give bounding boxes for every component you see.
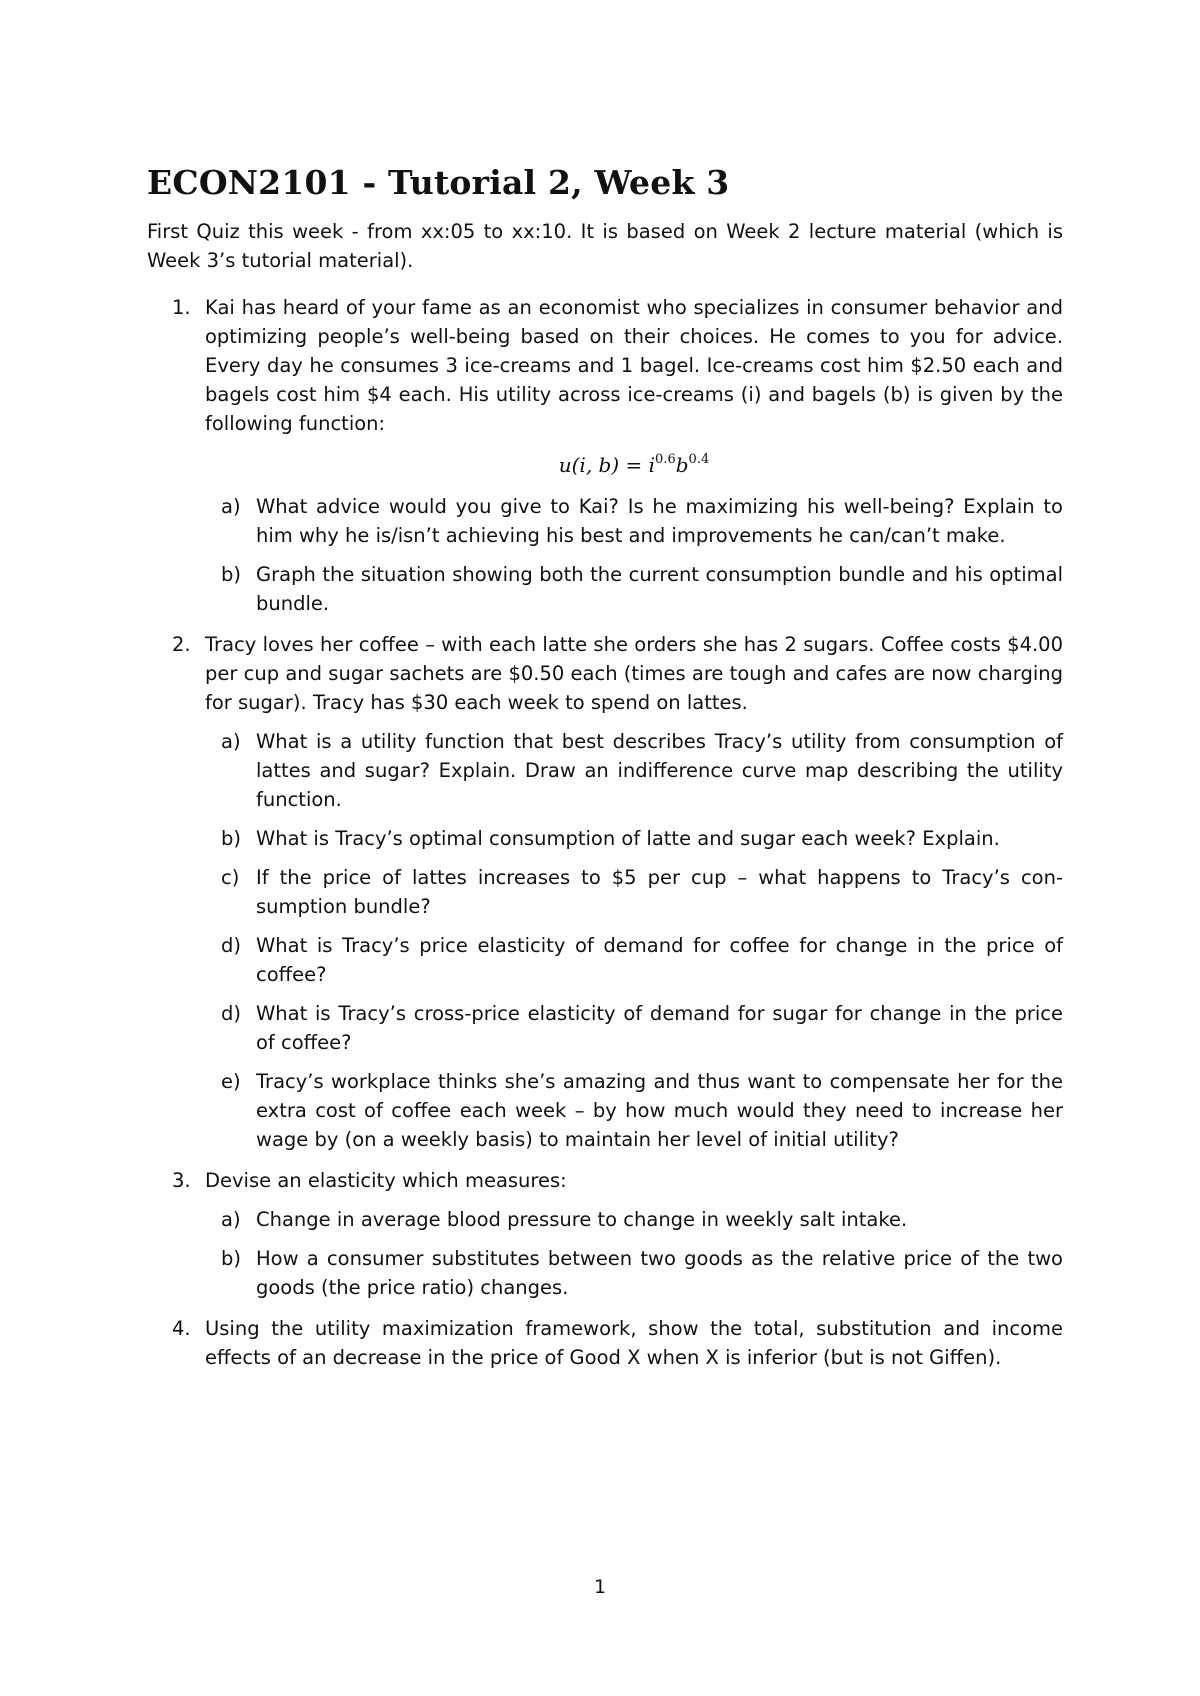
question-text: Using the utility maximization framework, show the total, substitution and income effects of an decrease in the price of Good X when X is inferior (but is not Giffen). xyxy=(205,1317,1063,1370)
question-text: Tracy loves her coffee – with each latte she orders she has 2 sugars. Coffee costs $4.00 per cup and sugar sachets are $0.50 each (times are tough and cafes are now charging for sugar). Tracy has $30 each week to spend on lattes. xyxy=(205,633,1063,715)
subpart-label: e) xyxy=(221,1070,241,1094)
subpart-list xyxy=(205,492,1063,618)
subpart-list xyxy=(205,727,1063,1154)
intro-paragraph: First Quiz this week - from xx:05 to xx:10. It is based on Week 2 lecture material (which is Week 3’s tutorial material). xyxy=(147,220,1063,273)
subpart-list xyxy=(205,1205,1063,1302)
subpart-text: What is Tracy’s cross-price elasticity of demand for sugar for change in the price of coffee? xyxy=(256,1002,1063,1055)
subpart-label: b) xyxy=(221,563,241,587)
question-number: 4. xyxy=(172,1317,191,1341)
subpart-label: a) xyxy=(221,495,241,519)
subpart-item xyxy=(205,492,1063,550)
formula-exponent-i: 0.6 xyxy=(655,452,676,468)
subpart-text: What is Tracy’s optimal consumption of latte and sugar each week? Explain. xyxy=(256,827,1000,851)
subpart-text: What is Tracy’s price elasticity of demand for coffee for change in the price of coffee? xyxy=(256,934,1063,987)
subpart-label: d) xyxy=(221,934,241,958)
question-1 xyxy=(147,293,1063,618)
subpart-label: a) xyxy=(221,730,241,754)
subpart-item xyxy=(205,863,1063,921)
question-text: Kai has heard of your fame as an economist who specializes in consumer behavior and optimizing people’s well-being based on their choices. He comes to you for advice. Every day he consumes 3 ice-creams and 1 bagel. Ice-creams cost him $2.50 each and bagels cost him $4 each. His utility across ice-creams (i) and bagels (b) is given by the following function: xyxy=(205,296,1063,436)
formula-base-i: i xyxy=(648,453,656,478)
question-2 xyxy=(147,630,1063,1154)
question-4 xyxy=(147,1314,1063,1372)
subpart-text: Graph the situation showing both the current consumption bundle and his optimal bundle. xyxy=(256,563,1063,616)
question-text: Devise an elasticity which measures: xyxy=(205,1169,567,1193)
question-number: 1. xyxy=(172,296,191,320)
formula-base-b: b xyxy=(675,453,689,478)
subpart-item xyxy=(205,727,1063,814)
document-page xyxy=(147,165,1063,1384)
subpart-label: b) xyxy=(221,827,241,851)
subpart-item xyxy=(205,1205,1063,1234)
subpart-item xyxy=(205,560,1063,618)
page-number: 1 xyxy=(593,1576,607,1598)
subpart-label: a) xyxy=(221,1208,241,1232)
subpart-text: If the price of lattes increases to $5 per cup – what happens to Tracy’s con-sumption bundle? xyxy=(256,866,1063,919)
subpart-text: Tracy’s workplace thinks she’s amazing and thus want to compensate her for the extra cost of coffee each week – by how much would they need to increase her wage by (on a weekly basis) to maintain her level of initial utility? xyxy=(256,1070,1063,1152)
question-list xyxy=(147,293,1063,1372)
utility-formula xyxy=(205,450,1063,480)
subpart-text: Change in average blood pressure to change in weekly salt intake. xyxy=(256,1208,908,1232)
subpart-item xyxy=(205,824,1063,853)
formula-lhs: u(i, b) xyxy=(558,453,620,478)
subpart-item xyxy=(205,1244,1063,1302)
subpart-item xyxy=(205,931,1063,989)
subpart-text: What advice would you give to Kai? Is he maximizing his well-being? Explain to him why he is/isn’t achieving his best and improvements he can/can’t make. xyxy=(256,495,1063,548)
formula-equals: = xyxy=(619,453,649,478)
question-number: 3. xyxy=(172,1169,191,1193)
page-title: ECON2101 - Tutorial 2, Week 3 xyxy=(147,163,730,202)
formula-exponent-b: 0.4 xyxy=(688,452,710,468)
subpart-label: d) xyxy=(221,1002,241,1026)
question-number: 2. xyxy=(172,633,191,657)
subpart-label: b) xyxy=(221,1247,241,1271)
subpart-label: c) xyxy=(221,866,240,890)
question-3 xyxy=(147,1166,1063,1302)
subpart-item xyxy=(205,999,1063,1057)
subpart-item xyxy=(205,1067,1063,1154)
subpart-text: What is a utility function that best describes Tracy’s utility from consumption of lattes and sugar? Explain. Draw an indifference curve map describing the utility function. xyxy=(256,730,1063,812)
subpart-text: How a consumer substitutes between two goods as the relative price of the two goods (the price ratio) changes. xyxy=(256,1247,1063,1300)
